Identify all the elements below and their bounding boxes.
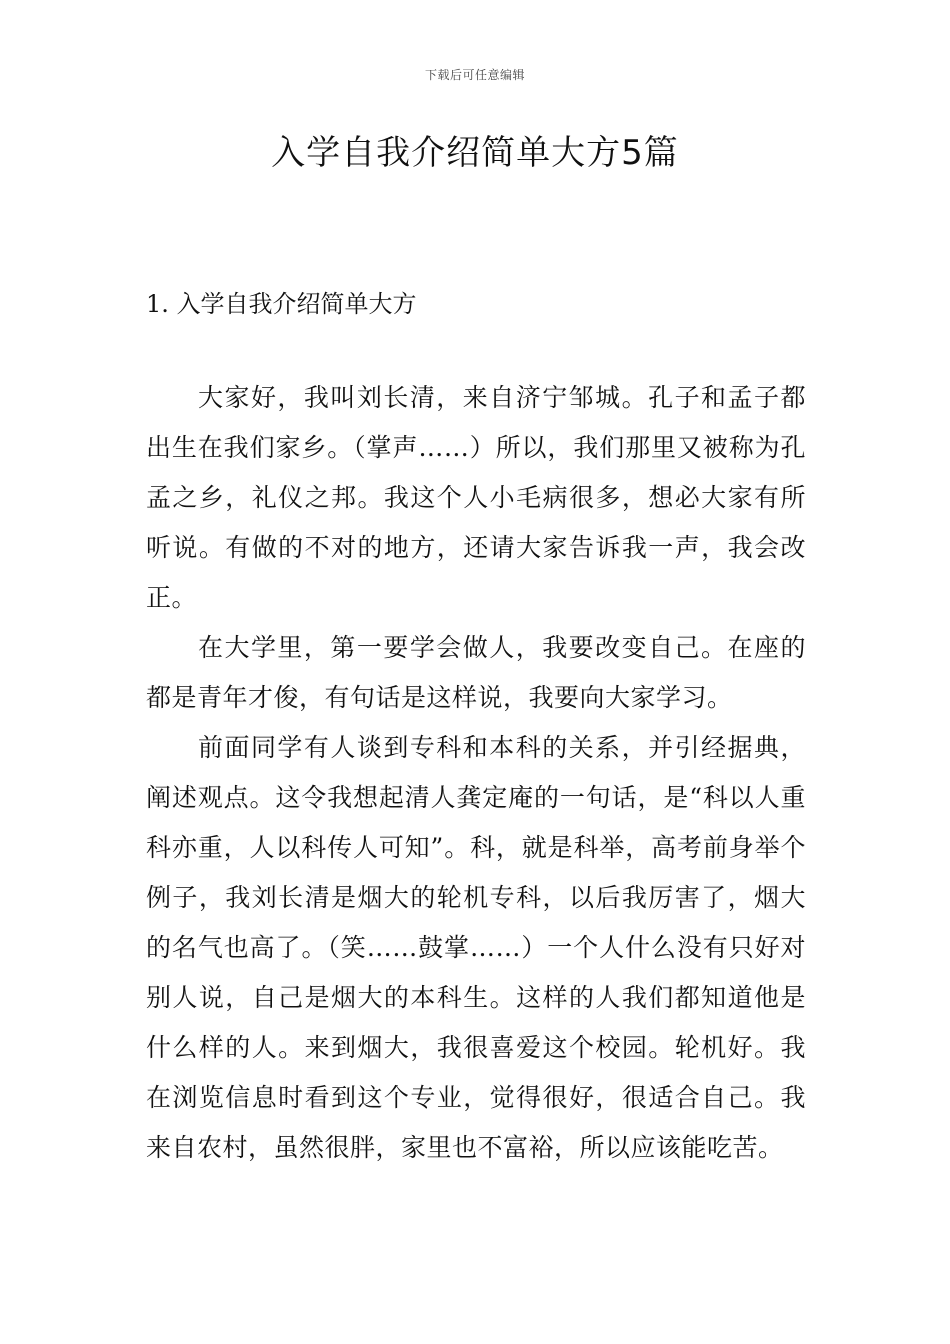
section-heading: 1. 入学自我介绍简单大方 bbox=[146, 290, 417, 318]
document-title: 入学自我介绍简单大方5篇 bbox=[271, 133, 679, 173]
header-note: 下载后可任意编辑 bbox=[424, 68, 525, 82]
paragraph: 大家好，我叫刘长清，来自济宁邹城。孔子和孟子都出生在我们家乡。（掌声……）所以，我们那里又被称为孔孟之乡，礼仪之邦。我这个人小毛病很多，想必大家有所听说。有做的不对的地方，还请大家告诉我一声，我会改正。 bbox=[146, 383, 806, 612]
paragraph: 前面同学有人谈到专科和本科的关系，并引经据典，阐述观点。这令我想起清人龚定庵的一句话，是“科以人重科亦重，人以科传人可知”。科，就是科举，高考前身举个例子，我刘长清是烟大的轮机专科，以后我厉害了，烟大的名气也高了。（笑……鼓掌……）一个人什么没有只好对别人说，自己是烟大的本科生。这样的人我们都知道他是什么样的人。来到烟大，我很喜爱这个校园。轮机好。我在浏览信息时看到这个专业，觉得很好，很适合自己。我来自农村，虽然很胖，家里也不富裕，所以应该能吃苦。 bbox=[146, 733, 806, 1162]
paragraph: 在大学里，第一要学会做人，我要改变自己。在座的都是青年才俊，有句话是这样说，我要向大家学习。 bbox=[146, 633, 806, 712]
body-text bbox=[146, 373, 806, 1173]
